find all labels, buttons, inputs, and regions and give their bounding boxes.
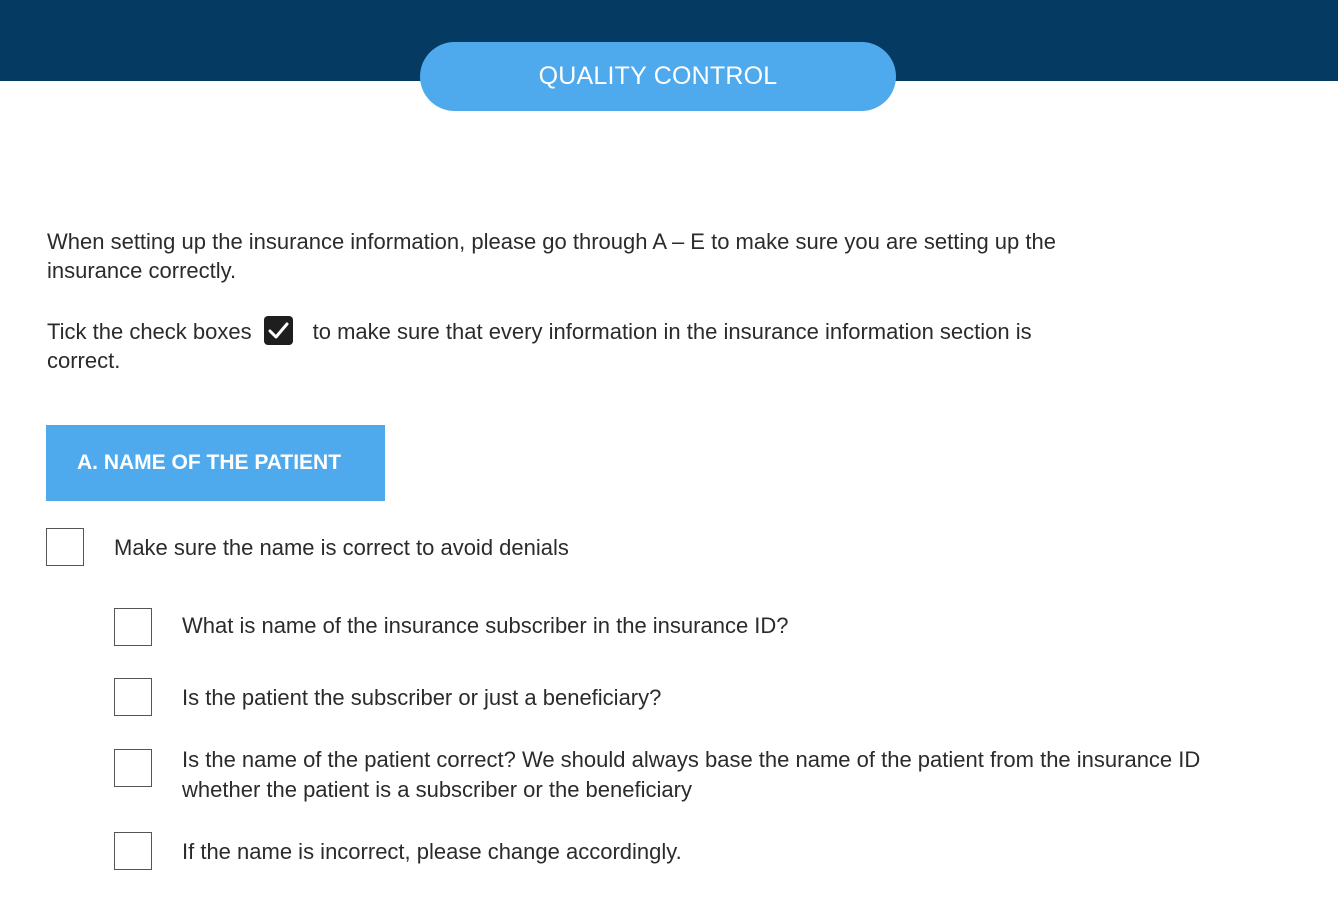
sub-item-label-3: Is the name of the patient correct? We should always base the name of the patient from the insurance ID whether the patient is a subscriber or the beneficiary <box>182 747 1201 802</box>
instruction-text-after: to make sure that every information in the insurance information section is correct. <box>47 319 1032 373</box>
intro-paragraph: When setting up the insurance information, please go through A – E to make sure you are setting up the insurance correctly. <box>47 229 1056 283</box>
instruction-text-before: Tick the check boxes <box>47 319 252 344</box>
sub-item-label-2: Is the patient the subscriber or just a beneficiary? <box>182 685 662 710</box>
main-item-checkbox[interactable] <box>46 528 84 566</box>
sub-item-label-4: If the name is incorrect, please change accordingly. <box>182 839 682 864</box>
sub-item-checkbox-2[interactable] <box>114 678 152 716</box>
section-a-header <box>46 425 385 501</box>
sub-item-checkbox-4[interactable] <box>114 832 152 870</box>
page-title-text: QUALITY CONTROL <box>538 62 778 90</box>
checked-checkbox-icon <box>264 316 293 345</box>
main-item-label: Make sure the name is correct to avoid denials <box>114 535 569 560</box>
sub-item-label-1: What is name of the insurance subscriber in the insurance ID? <box>182 613 789 638</box>
section-a-title: A. NAME OF THE PATIENT <box>77 451 342 474</box>
instruction-paragraph <box>47 316 1087 375</box>
sub-item-checkbox-1[interactable] <box>114 608 152 646</box>
page-title <box>420 42 896 111</box>
sub-item-checkbox-3[interactable] <box>114 749 152 787</box>
